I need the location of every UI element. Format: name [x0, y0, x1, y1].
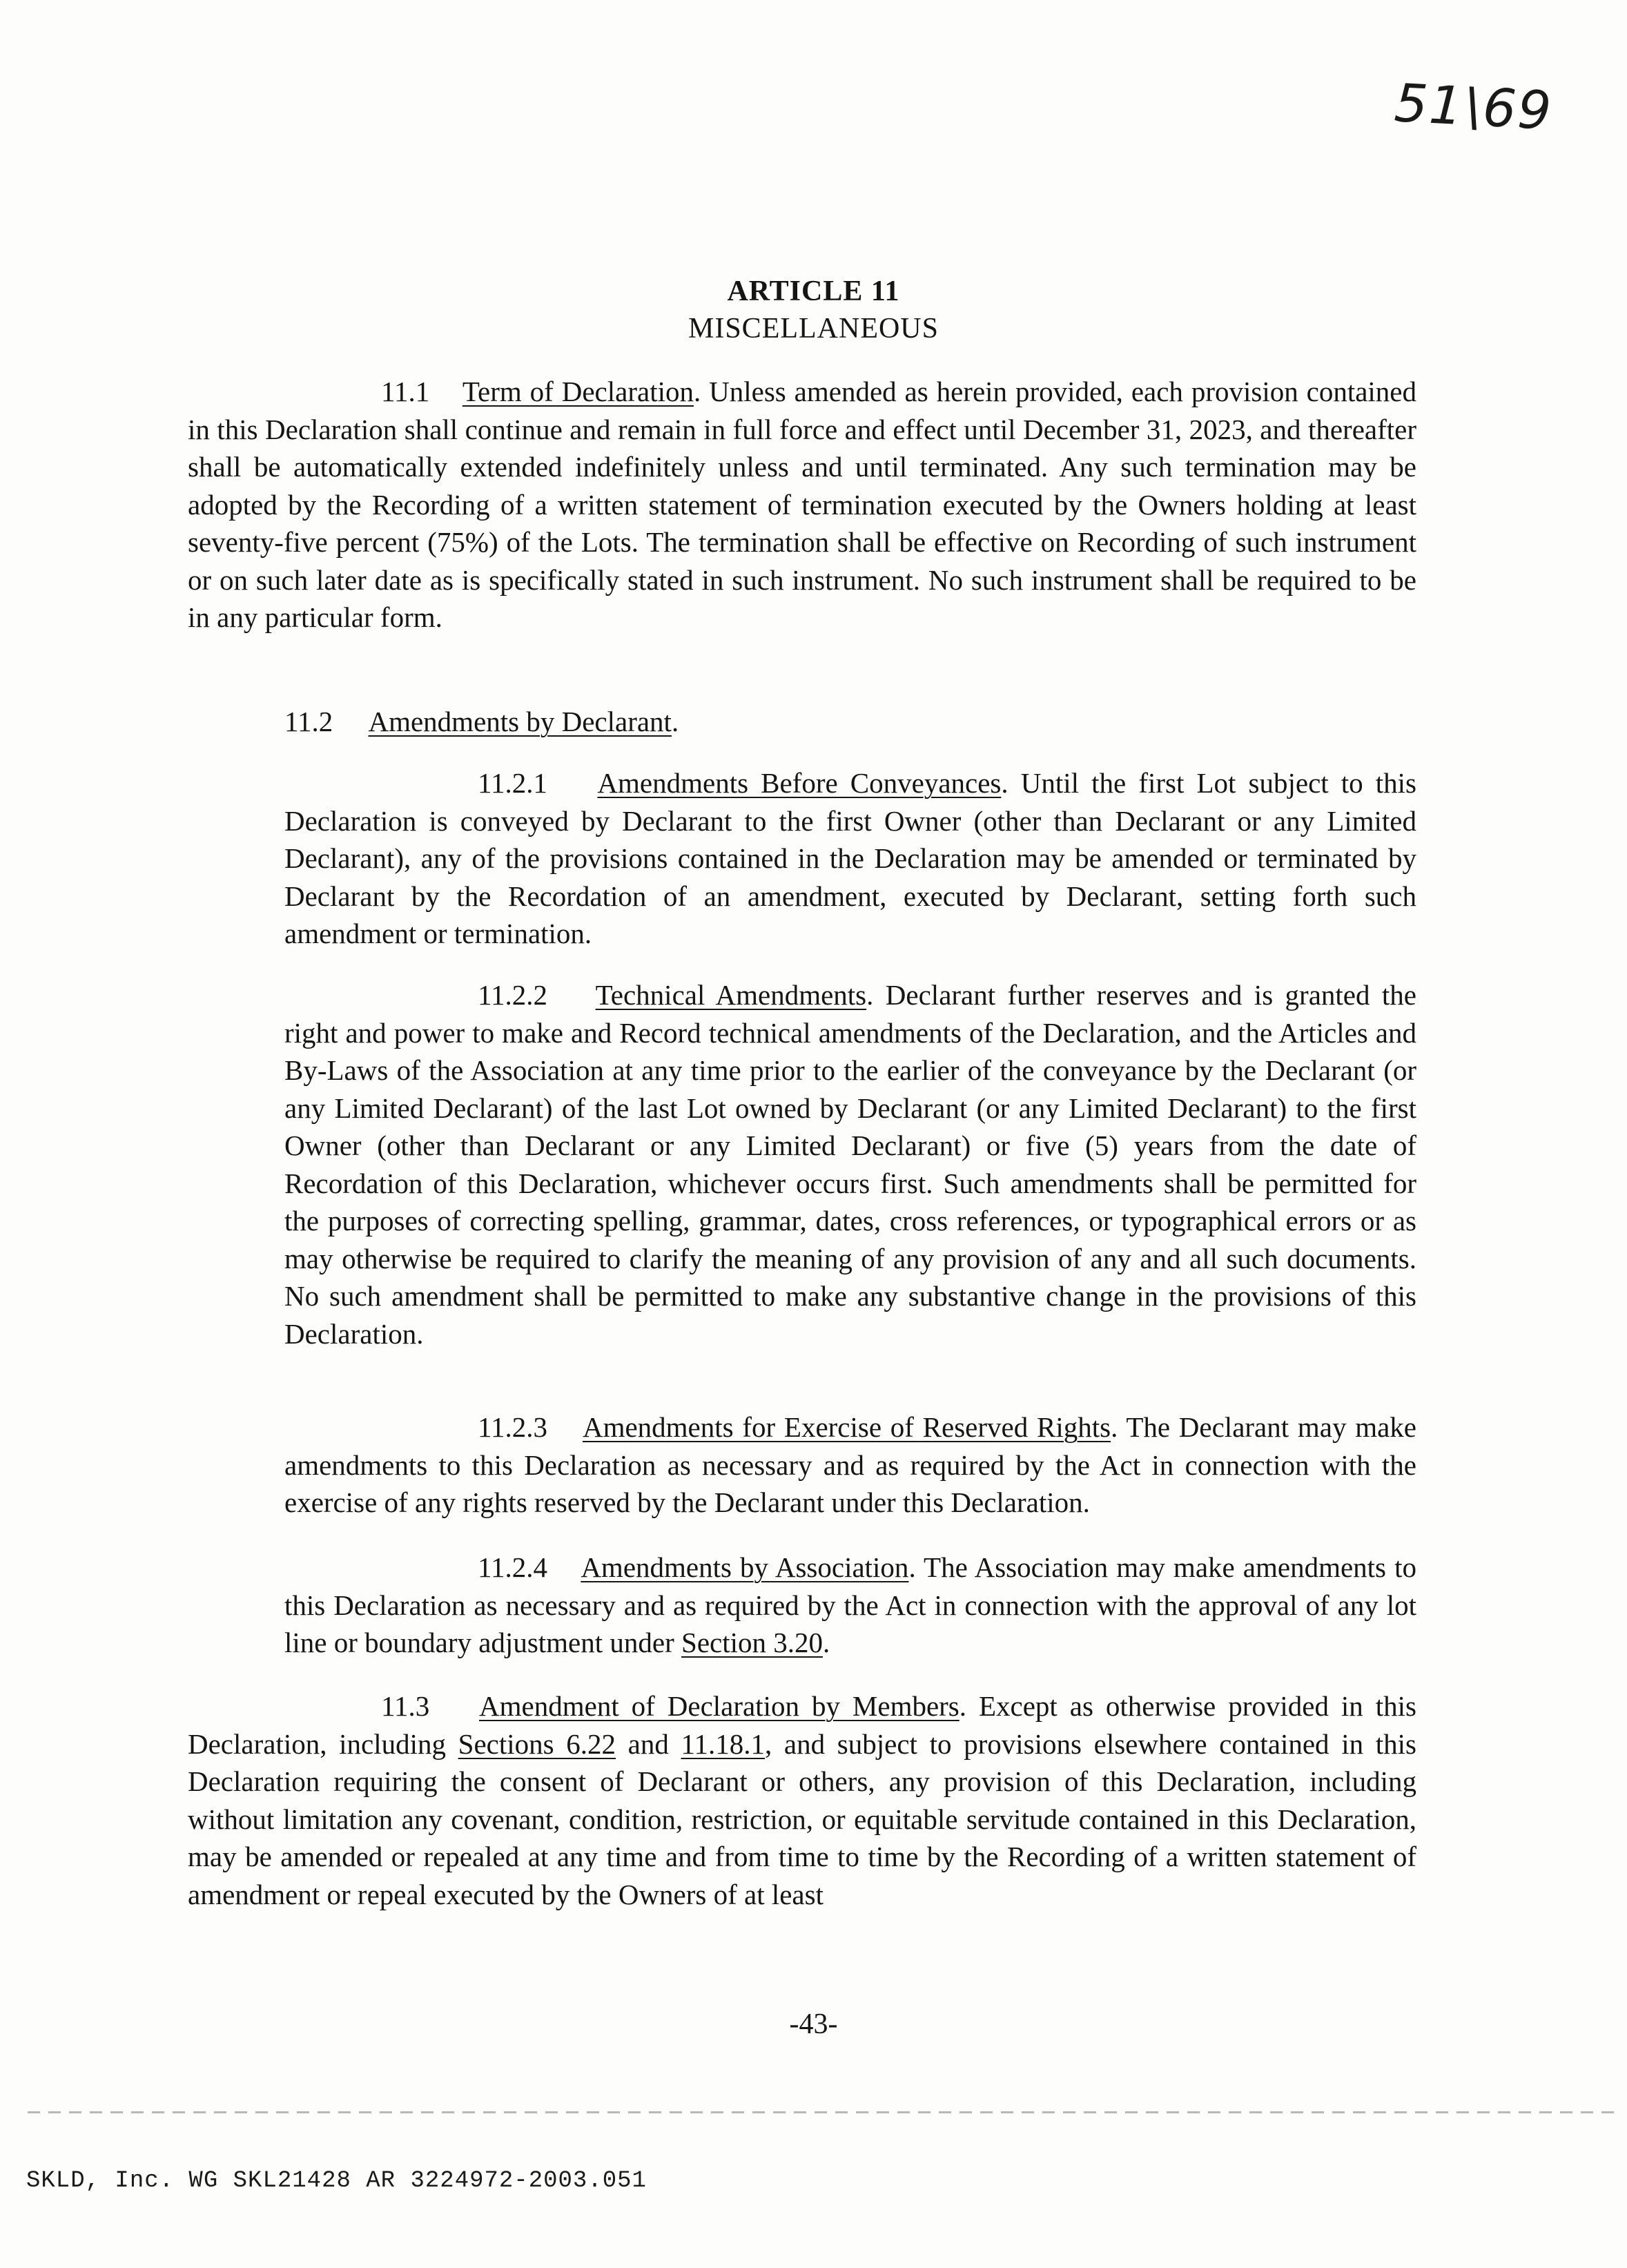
section-number: 11.2 — [284, 706, 333, 737]
section-body: . Declarant further reserves and is granted the right and power to make and Record technical amendments of the Declaration, and the Articles and By-Laws of the Association at any time prior to the earlier of the conveyance by the Declarant (or any Limited Declarant) of the last Lot owned by Declarant (or any Limited Declarant) to the first Owner (other than Declarant or any Limited Declarant) or five (5) years from the date of Recordation of this Declaration, whichever occurs first. Such amendments shall be permitted for the purposes of correcting spelling, grammar, dates, cross references, or typographical errors or as may otherwise be required to clarify the meaning of any provision of any and all such documents. No such amendment shall be permitted to make any substantive change in the provisions of this Declaration. — [284, 979, 1416, 1350]
section-number: 11.3 — [381, 1690, 430, 1722]
cross-reference-link: Section 3.20 — [681, 1627, 823, 1658]
footer-document-id: SKLD, Inc. WG SKL21428 AR 3224972-2003.051 — [26, 2168, 647, 2194]
section-body: , and subject to provisions elsewhere contained in this Declaration requiring the consent of Declarant or others, any provision of this Declaration, including without limitation any covenant, condition, restriction, or equitable servitude contained in this Declaration, may be amended or repealed at any time and from time to time by the Recording of a written statement of amendment or repeal executed by the Owners of at least — [188, 1727, 1416, 1910]
section-body: . Until the first Lot subject to this Declaration is conveyed by Declarant to the first Owner (other than Declarant or any Limited Declarant), any of the provisions contained in the Declaration may be amended or terminated by Declarant by the Recordation of an amendment, executed by Declarant, setting forth such amendment or termination. — [284, 767, 1417, 949]
section-body: . The Declarant may make amendments to this Declaration as necessary and as required by the Act in connection with the exercise of any rights reserved by the Declarant under this Declaration. — [284, 1411, 1417, 1518]
section-body: . Except as otherwise provided in this Declaration, including — [188, 1690, 1416, 1760]
section-number: 11.1 — [381, 376, 430, 407]
section-number: 11.2.2 — [478, 979, 547, 1011]
article-heading: ARTICLE 11 — [727, 275, 900, 307]
section-11-2-3 — [284, 1408, 1416, 1522]
section-11-1 — [188, 373, 1416, 637]
section-title: Amendment of Declaration by Members — [479, 1690, 959, 1722]
page-number: -43- — [789, 2008, 838, 2040]
section-11-3 — [188, 1687, 1416, 1913]
section-number: 11.2.1 — [478, 767, 547, 799]
section-body-end: . — [823, 1627, 830, 1658]
section-11-2 — [284, 703, 1416, 741]
cross-reference-link: 11.18.1 — [681, 1727, 766, 1760]
section-title: Technical Amendments — [595, 979, 867, 1011]
section-11-2-1 — [284, 764, 1416, 953]
section-number: 11.2.3 — [478, 1411, 547, 1443]
section-body: . Unless amended as herein provided, each provision contained in this Declaration shall continue and remain in full force and effect until December 31, 2023, and thereafter shall be automatically extended indefinitely unless and until terminated. Any such termination may be adopted by the Recording of a written statement of termination executed by the Owners holding at least seventy-five percent (75%) of the Lots. The termination shall be effective on Recording of such instrument or on such later date as is specifically stated in such instrument. No such instrument shall be required to be in any particular form. — [188, 376, 1417, 633]
section-title: Amendments Before Conveyances — [597, 767, 1002, 799]
article-subheading: MISCELLANEOUS — [688, 313, 939, 345]
handwritten-page-mark: 51\69 — [1392, 72, 1555, 142]
section-title: Amendments by Association — [581, 1551, 909, 1583]
section-body: and — [616, 1727, 681, 1760]
section-body: . — [671, 706, 679, 737]
section-11-2-2 — [284, 976, 1416, 1353]
footer-divider — [28, 2111, 1615, 2113]
section-title: Amendments by Declarant — [368, 706, 672, 737]
section-title: Term of Declaration — [462, 376, 694, 407]
section-body: . The Association may make amendments to this Declaration as necessary and as required by the Act in connection with the approval of any lot line or boundary adjustment under — [284, 1551, 1416, 1658]
section-11-2-4 — [284, 1549, 1416, 1662]
section-number: 11.2.4 — [478, 1551, 547, 1583]
cross-reference-link: Sections 6.22 — [458, 1727, 616, 1760]
section-title: Amendments for Exercise of Reserved Rights — [582, 1411, 1111, 1443]
